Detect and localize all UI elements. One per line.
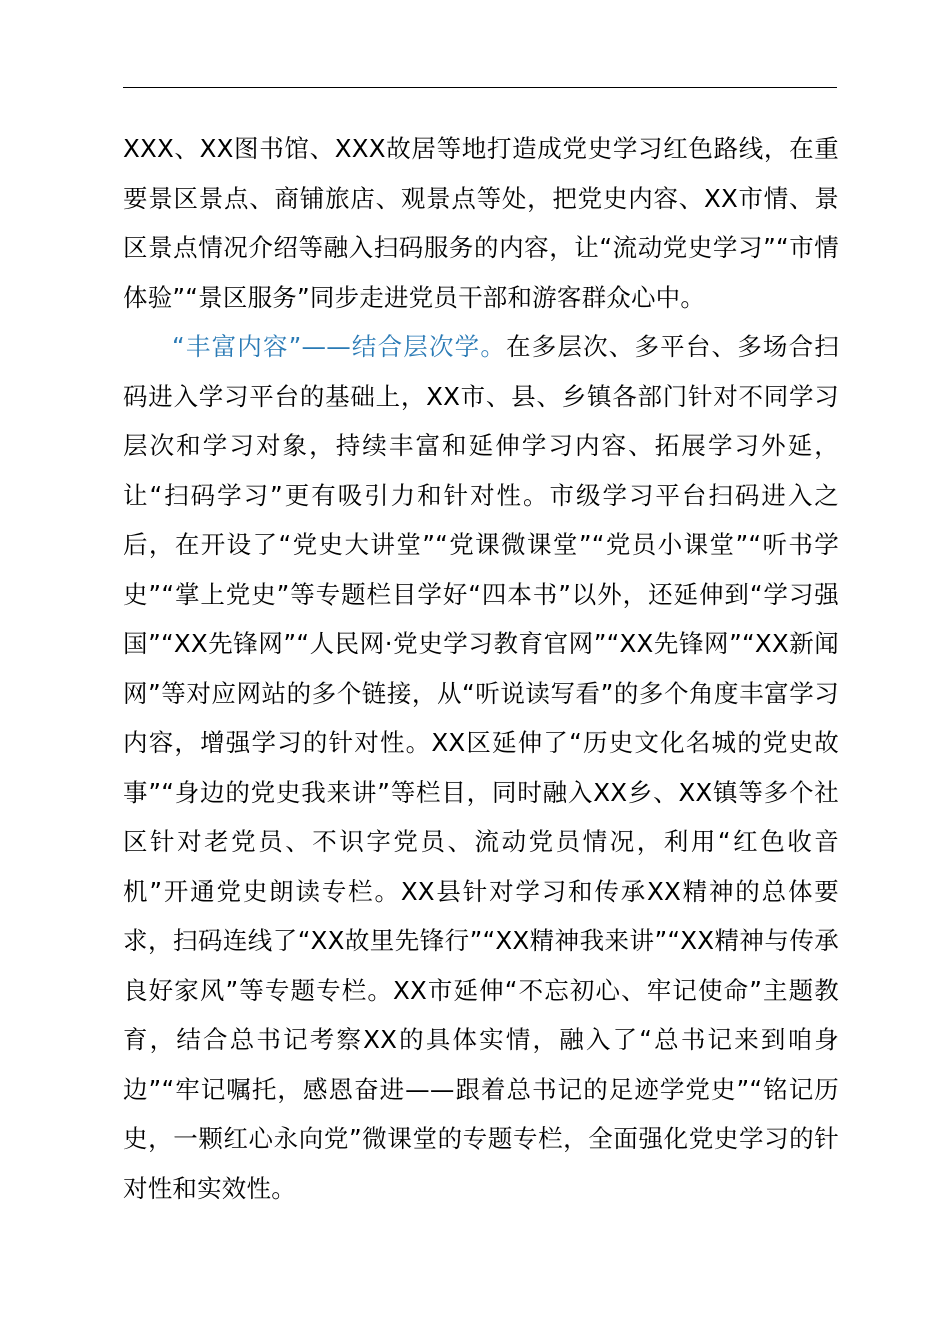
section-heading: “丰富内容”——结合层次学。 [172, 332, 507, 361]
document-body [123, 124, 839, 1213]
body-paragraph [123, 322, 839, 1213]
body-paragraph: XXX、XX图书馆、XXX故居等地打造成党史学习红色路线，在重要景区景点、商铺旅店、观景点等处，把党史内容、XX市情、景区景点情况介绍等融入扫码服务的内容，让“流动党史学习”“市情体验”“景区服务”同步走进党员干部和游客群众心中。 [123, 134, 839, 312]
section-text: 在多层次、多平台、多场合扫码进入学习平台的基础上，XX市、县、乡镇各部门针对不同学习层次和学习对象，持续丰富和延伸学习内容、拓展学习外延，让“扫码学习”更有吸引力和针对性。市级学习平台扫码进入之后，在开设了“党史大讲堂”“党课微课堂”“党员小课堂”“听书学史”“掌上党史”等专题栏目学好“四本书”以外，还延伸到“学习强国”“XX先锋网”“人民网·党史学习教育官网”“XX先锋网”“XX新闻网”等对应网站的多个链接，从“听说读写看”的多个角度丰富学习内容，增强学习的针对性。XX区延伸了“历史文化名城的党史故事”“身边的党史我来讲”等栏目，同时融入XX乡、XX镇等多个社区针对老党员、不识字党员、流动党员情况，利用“红色收音机”开通党史朗读专栏。XX县针对学习和传承XX精神的总体要求，扫码连线了“XX故里先锋行”“XX精神我来讲”“XX精神与传承良好家风”等专题专栏。XX市延伸“不忘初心、牢记使命”主题教育，结合总书记考察XX的具体实情，融入了“总书记来到咱身边”“牢记嘱托，感恩奋进——跟着总书记的足迹学党史”“铭记历史，一颗红心永向党”微课堂的专题专栏，全面强化党史学习的针对性和实效性。 [123, 332, 839, 1203]
header-rule [123, 87, 837, 88]
